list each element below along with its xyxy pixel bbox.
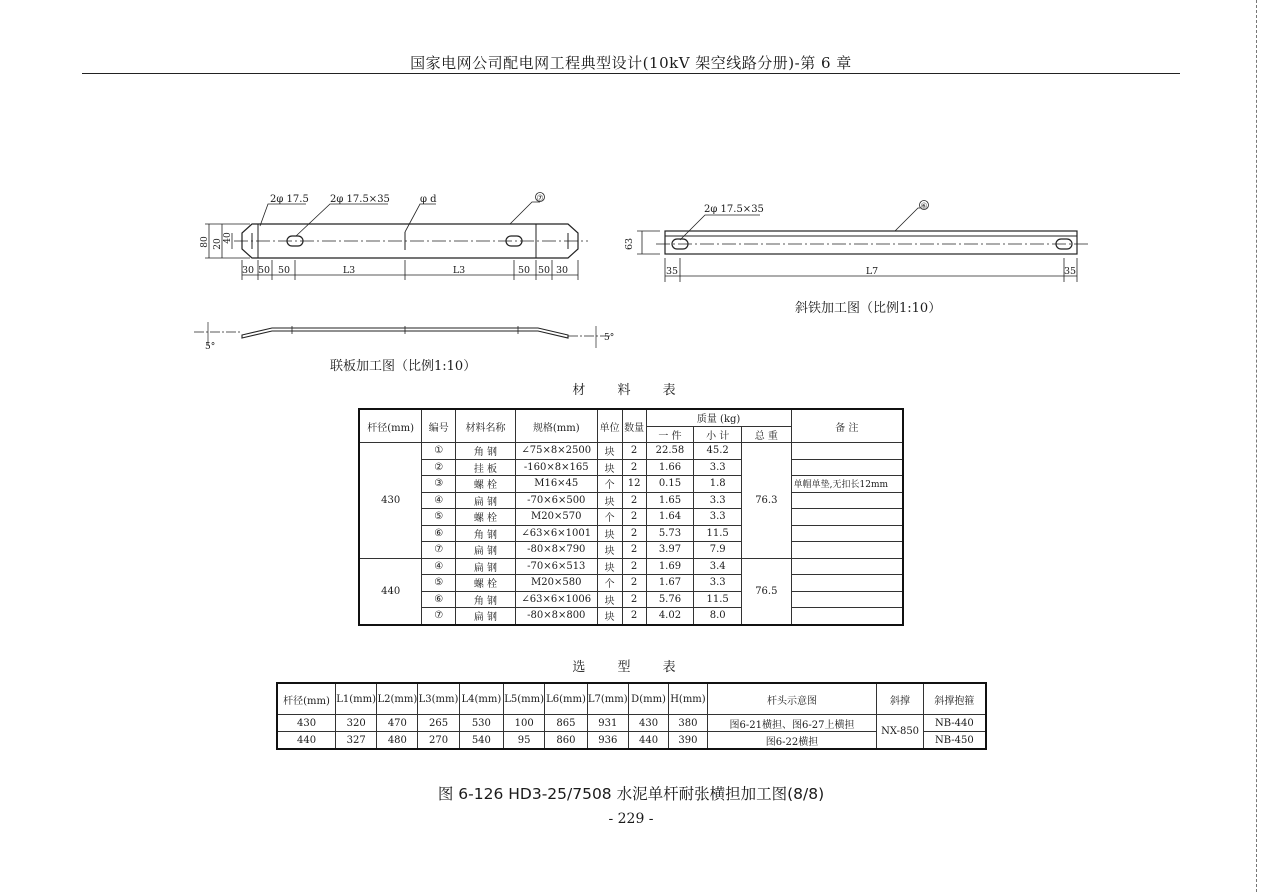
page-header-title: 国家电网公司配电网工程典型设计(10kV 架空线路分册)-第 6 章 — [410, 54, 852, 72]
lianban-dim-w3: 50 — [277, 265, 291, 276]
table-cell: 杆头示意图 — [707, 683, 877, 715]
materials-table-title: 材 料 表 — [572, 383, 690, 398]
table-cell: 角 钢 — [456, 591, 516, 608]
table-cell: ∠75×8×2500 — [515, 443, 597, 460]
table-cell: ⑤ — [422, 575, 456, 592]
table-cell: 480 — [377, 732, 418, 750]
table-cell: L6(mm) — [545, 683, 587, 715]
table-cell: 1.67 — [646, 575, 694, 592]
col-name: 材料名称 — [456, 409, 516, 443]
table-cell: H(mm) — [669, 683, 707, 715]
table-cell: 95 — [504, 732, 545, 750]
lianban-caption: 联板加工图（比例1:10） — [330, 359, 477, 374]
table-cell: 斜撑 — [877, 683, 923, 715]
table-cell: 块 — [597, 459, 622, 476]
table-cell: -160×8×165 — [515, 459, 597, 476]
table-cell: 100 — [504, 715, 545, 732]
table-cell: 块 — [597, 558, 622, 575]
table-cell: 2 — [622, 558, 646, 575]
table-cell: M20×580 — [515, 575, 597, 592]
table-cell: 块 — [597, 525, 622, 542]
table-cell: 3.97 — [646, 542, 694, 559]
table-cell: 380 — [669, 715, 707, 732]
table-row — [359, 509, 903, 526]
col-mass: 质量 (kg) — [646, 409, 791, 426]
drawing-element — [405, 204, 436, 232]
table-row — [359, 492, 903, 509]
col-pole-dia: 杆径(mm) — [359, 409, 422, 443]
table-cell: 3.3 — [694, 575, 742, 592]
table-cell: 3.3 — [694, 459, 742, 476]
col-each: 一 件 — [646, 426, 694, 443]
table-cell: 螺 栓 — [456, 476, 516, 493]
table-row — [277, 715, 986, 732]
table-cell: 320 — [336, 715, 377, 732]
table-cell — [791, 591, 903, 608]
table-cell: ∠63×6×1006 — [515, 591, 597, 608]
table-cell — [791, 558, 903, 575]
table-cell: 270 — [418, 732, 459, 750]
table-cell: 5.73 — [646, 525, 694, 542]
table-cell: 3.4 — [694, 558, 742, 575]
xietie-caption: 斜铁加工图（比例1:10） — [795, 301, 942, 316]
table-cell — [791, 492, 903, 509]
table-cell: 扁 钢 — [456, 542, 516, 559]
table-cell: 图6-22横担 — [707, 732, 877, 750]
lianban-hole-round-label: 2φ 17.5 — [270, 194, 309, 205]
table-cell: 430 — [628, 715, 668, 732]
table-cell: 块 — [597, 542, 622, 559]
figure-caption: 图 6-126 HD3-25/7508 水泥单杆耐张横担加工图(8/8) — [437, 785, 825, 803]
table-row — [359, 591, 903, 608]
selection-table-title: 选 型 表 — [572, 660, 690, 675]
table-cell: 块 — [597, 591, 622, 608]
table-cell: 2 — [622, 443, 646, 460]
table-cell: 22.58 — [646, 443, 694, 460]
table-cell: NB-440 — [923, 715, 986, 732]
xietie-dim-w2: L7 — [865, 266, 879, 277]
table-cell: -80×8×790 — [515, 542, 597, 559]
table-cell: ② — [422, 459, 456, 476]
drawing-element — [296, 204, 388, 236]
table-cell: 螺 栓 — [456, 509, 516, 526]
table-cell: ⑥ — [422, 591, 456, 608]
table-cell: ④ — [422, 558, 456, 575]
table-cell: ④ — [422, 492, 456, 509]
technical-drawings — [0, 0, 1262, 400]
table-cell — [791, 443, 903, 460]
lianban-dim-w2: 50 — [257, 265, 271, 276]
table-cell: 2 — [622, 608, 646, 625]
table-cell: 螺 栓 — [456, 575, 516, 592]
table-cell: 430 — [277, 715, 336, 732]
table-cell: 个 — [597, 509, 622, 526]
lianban-angle-right: 5° — [604, 333, 615, 343]
table-cell: 1.8 — [694, 476, 742, 493]
lianban-dim-w5: L3 — [452, 265, 466, 276]
xietie-dim-w1: 35 — [665, 266, 679, 277]
table-cell: 265 — [418, 715, 459, 732]
col-remark: 备 注 — [791, 409, 903, 443]
lianban-dim-w4: L3 — [342, 265, 356, 276]
drawing-element — [895, 208, 920, 231]
col-no: 编号 — [422, 409, 456, 443]
drawing-element — [510, 202, 540, 224]
table-cell: 挂 板 — [456, 459, 516, 476]
table-row — [359, 542, 903, 559]
table-cell: 2 — [622, 459, 646, 476]
table-cell: 11.5 — [694, 525, 742, 542]
table-cell: 个 — [597, 575, 622, 592]
table-row — [359, 476, 903, 493]
lianban-hole-d-label: φ d — [420, 194, 437, 205]
table-cell: 860 — [545, 732, 587, 750]
table-cell: L2(mm) — [377, 683, 418, 715]
table-cell: NB-450 — [923, 732, 986, 750]
table-cell: 327 — [336, 732, 377, 750]
table-cell: 3.3 — [694, 492, 742, 509]
table-cell: 4.02 — [646, 608, 694, 625]
lianban-hole-slot-label: 2φ 17.5×35 — [330, 194, 390, 205]
table-cell: 11.5 — [694, 591, 742, 608]
col-total: 总 重 — [742, 426, 792, 443]
total-mass-cell: 76.5 — [742, 558, 792, 625]
lianban-dim-w1: 30 — [241, 265, 255, 276]
table-row — [359, 443, 903, 460]
pole-dia-cell: 440 — [359, 558, 422, 625]
table-cell: 2 — [622, 575, 646, 592]
lianban-dim-height-inner: 20 — [213, 238, 223, 250]
table-cell: 470 — [377, 715, 418, 732]
table-cell: 2 — [622, 492, 646, 509]
table-cell: L5(mm) — [504, 683, 545, 715]
table-cell — [791, 575, 903, 592]
table-cell: 单帽单垫,无扣长12mm — [791, 476, 903, 493]
table-cell: ⑦ — [422, 608, 456, 625]
drawing-element — [260, 204, 306, 226]
table-cell: 2 — [622, 525, 646, 542]
table-cell: 530 — [459, 715, 503, 732]
table-cell: ③ — [422, 476, 456, 493]
xietie-hole-slot-label: 2φ 17.5×35 — [704, 204, 764, 215]
materials-header-row — [359, 409, 903, 426]
col-unit: 单位 — [597, 409, 622, 443]
lianban-dim-height-offset: 40 — [223, 232, 233, 244]
table-cell: 2 — [622, 591, 646, 608]
col-subtotal: 小 计 — [694, 426, 742, 443]
table-cell — [791, 525, 903, 542]
lianban-dim-w6: 50 — [517, 265, 531, 276]
table-cell — [791, 509, 903, 526]
table-cell: L1(mm) — [336, 683, 377, 715]
table-cell: 8.0 — [694, 608, 742, 625]
table-cell: 扁 钢 — [456, 492, 516, 509]
table-cell: 3.3 — [694, 509, 742, 526]
pole-dia-cell: 430 — [359, 443, 422, 559]
xietie-plan-view — [656, 231, 1088, 254]
table-cell: 1.69 — [646, 558, 694, 575]
table-cell: L3(mm) — [418, 683, 459, 715]
table-cell: L4(mm) — [459, 683, 503, 715]
total-mass-cell: 76.3 — [742, 443, 792, 559]
table-row — [359, 575, 903, 592]
lianban-plan-view — [234, 224, 588, 258]
table-cell: L7(mm) — [587, 683, 628, 715]
lianban-dim-w7: 50 — [537, 265, 551, 276]
table-row — [359, 459, 903, 476]
lianban-part-number: ⑦ — [536, 193, 544, 203]
table-cell: ⑦ — [422, 542, 456, 559]
table-cell: 块 — [597, 608, 622, 625]
table-cell: 图6-21横担、图6-27上横担 — [707, 715, 877, 732]
xietie-dim-height: 63 — [624, 237, 635, 251]
table-cell: 936 — [587, 732, 628, 750]
materials-table — [358, 408, 904, 626]
table-cell — [791, 459, 903, 476]
page-number: - 229 - — [608, 811, 654, 827]
table-cell: D(mm) — [628, 683, 668, 715]
lianban-dim-w8: 30 — [555, 265, 569, 276]
table-cell: ⑥ — [422, 525, 456, 542]
table-cell: 1.65 — [646, 492, 694, 509]
table-cell: 440 — [277, 732, 336, 750]
table-cell: 540 — [459, 732, 503, 750]
table-cell: 2 — [622, 542, 646, 559]
selection-header-row — [277, 683, 986, 715]
xietie-part-number: ⑥ — [920, 201, 928, 211]
table-cell: 7.9 — [694, 542, 742, 559]
table-cell: 2 — [622, 509, 646, 526]
table-cell: 块 — [597, 492, 622, 509]
table-cell: 931 — [587, 715, 628, 732]
table-row — [359, 525, 903, 542]
table-cell: 45.2 — [694, 443, 742, 460]
col-spec: 规格(mm) — [515, 409, 597, 443]
table-cell: 角 钢 — [456, 443, 516, 460]
table-cell: 440 — [628, 732, 668, 750]
table-cell: M20×570 — [515, 509, 597, 526]
xietie-dim-w3: 35 — [1063, 266, 1077, 277]
table-row — [359, 608, 903, 625]
table-cell: ① — [422, 443, 456, 460]
table-cell: 1.64 — [646, 509, 694, 526]
table-cell: 0.15 — [646, 476, 694, 493]
table-cell: 5.76 — [646, 591, 694, 608]
table-cell: M16×45 — [515, 476, 597, 493]
table-cell: ∠63×6×1001 — [515, 525, 597, 542]
table-cell: 扁 钢 — [456, 608, 516, 625]
table-cell: 扁 钢 — [456, 558, 516, 575]
table-cell: 角 钢 — [456, 525, 516, 542]
table-cell: ⑤ — [422, 509, 456, 526]
table-cell: 390 — [669, 732, 707, 750]
lianban-dim-height-total: 80 — [200, 236, 210, 248]
brace-cell: NX-850 — [877, 715, 923, 750]
table-cell — [791, 542, 903, 559]
table-cell: -80×8×800 — [515, 608, 597, 625]
lianban-side-view — [194, 322, 615, 348]
selection-table — [276, 682, 987, 750]
table-cell: -70×6×513 — [515, 558, 597, 575]
table-cell: 杆径(mm) — [277, 683, 336, 715]
col-qty: 数量 — [622, 409, 646, 443]
table-row — [359, 558, 903, 575]
table-cell: 斜撑抱箍 — [923, 683, 986, 715]
table-cell: 12 — [622, 476, 646, 493]
drawing-element — [637, 201, 929, 255]
table-cell: 865 — [545, 715, 587, 732]
table-cell: 个 — [597, 476, 622, 493]
table-cell: -70×6×500 — [515, 492, 597, 509]
table-cell — [791, 608, 903, 625]
table-cell: 块 — [597, 443, 622, 460]
lianban-angle-left: 5° — [205, 342, 216, 352]
xietie-outline — [665, 231, 1077, 254]
table-cell: 1.66 — [646, 459, 694, 476]
